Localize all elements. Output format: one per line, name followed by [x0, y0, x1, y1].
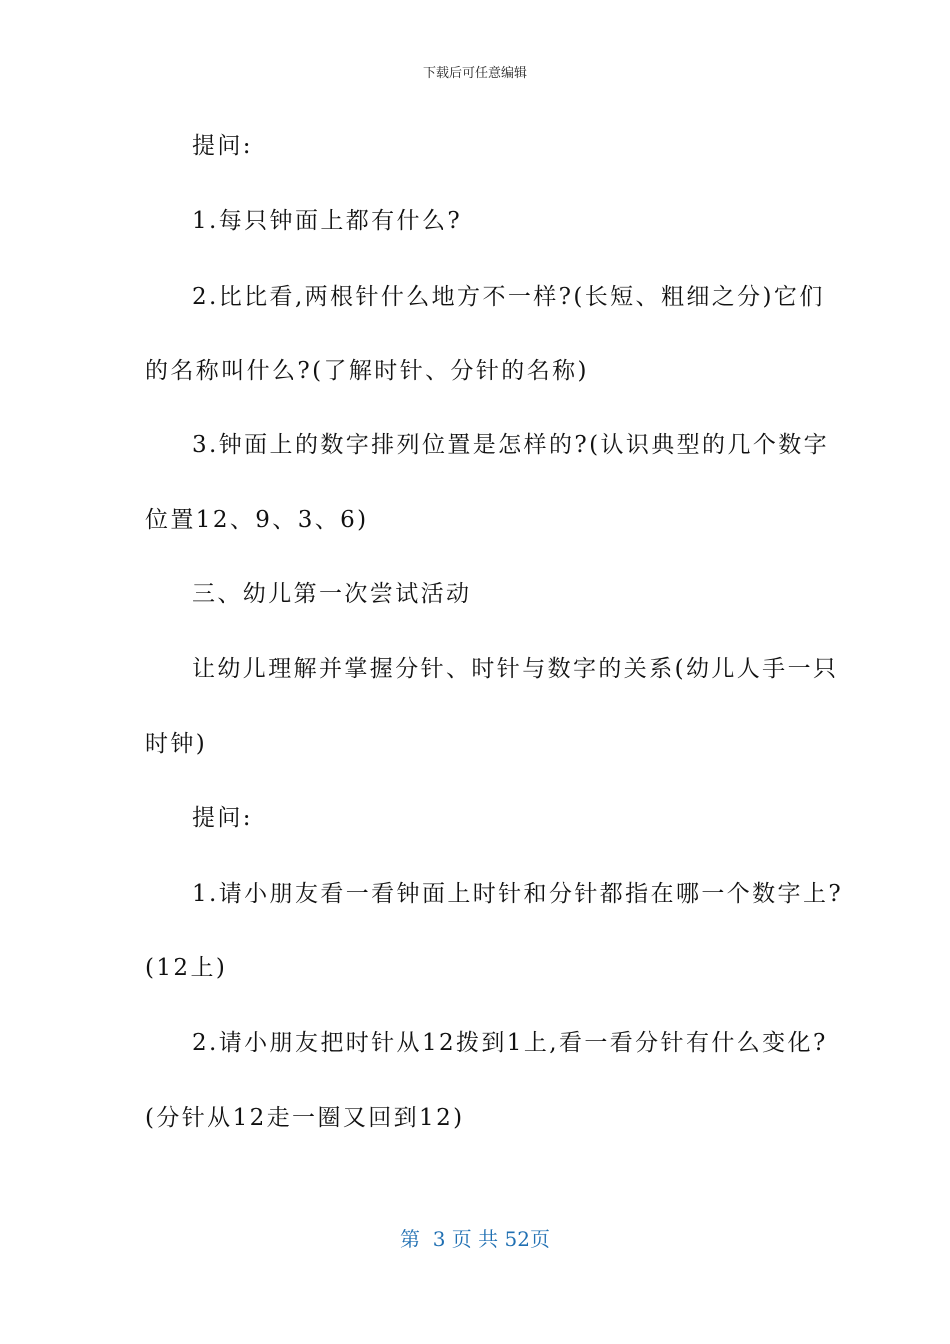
- question-1: 1.每只钟面上都有什么?: [192, 208, 463, 234]
- activity-question-2-answer: (分针从12走一圈又回到12): [145, 1105, 465, 1131]
- activity-description: 让幼儿理解并掌握分针、时针与数字的关系(幼儿人手一只: [192, 656, 839, 682]
- question-heading: 提问:: [192, 133, 253, 159]
- activity-question-2: 2.请小朋友把时针从12拨到1上,看一看分针有什么变化?: [192, 1030, 828, 1056]
- page-number-footer: 第 3 页 共 52页: [400, 1227, 550, 1251]
- question-3-continued: 位置12、9、3、6): [145, 507, 369, 533]
- question-2-continued: 的名称叫什么?(了解时针、分针的名称): [145, 358, 589, 384]
- activity-question-1-answer: (12上): [145, 955, 228, 981]
- page-header: 下载后可任意编辑: [422, 66, 527, 81]
- question-3: 3.钟面上的数字排列位置是怎样的?(认识典型的几个数字: [192, 432, 830, 458]
- question-2: 2.比比看,两根针什么地方不一样?(长短、粗细之分)它们: [192, 284, 825, 310]
- activity-question-1: 1.请小朋友看一看钟面上时针和分针都指在哪一个数字上?: [192, 881, 844, 907]
- activity-description-continued: 时钟): [145, 731, 208, 757]
- question-heading-2: 提问:: [192, 805, 253, 831]
- section-heading: 三、幼儿第一次尝试活动: [192, 581, 472, 607]
